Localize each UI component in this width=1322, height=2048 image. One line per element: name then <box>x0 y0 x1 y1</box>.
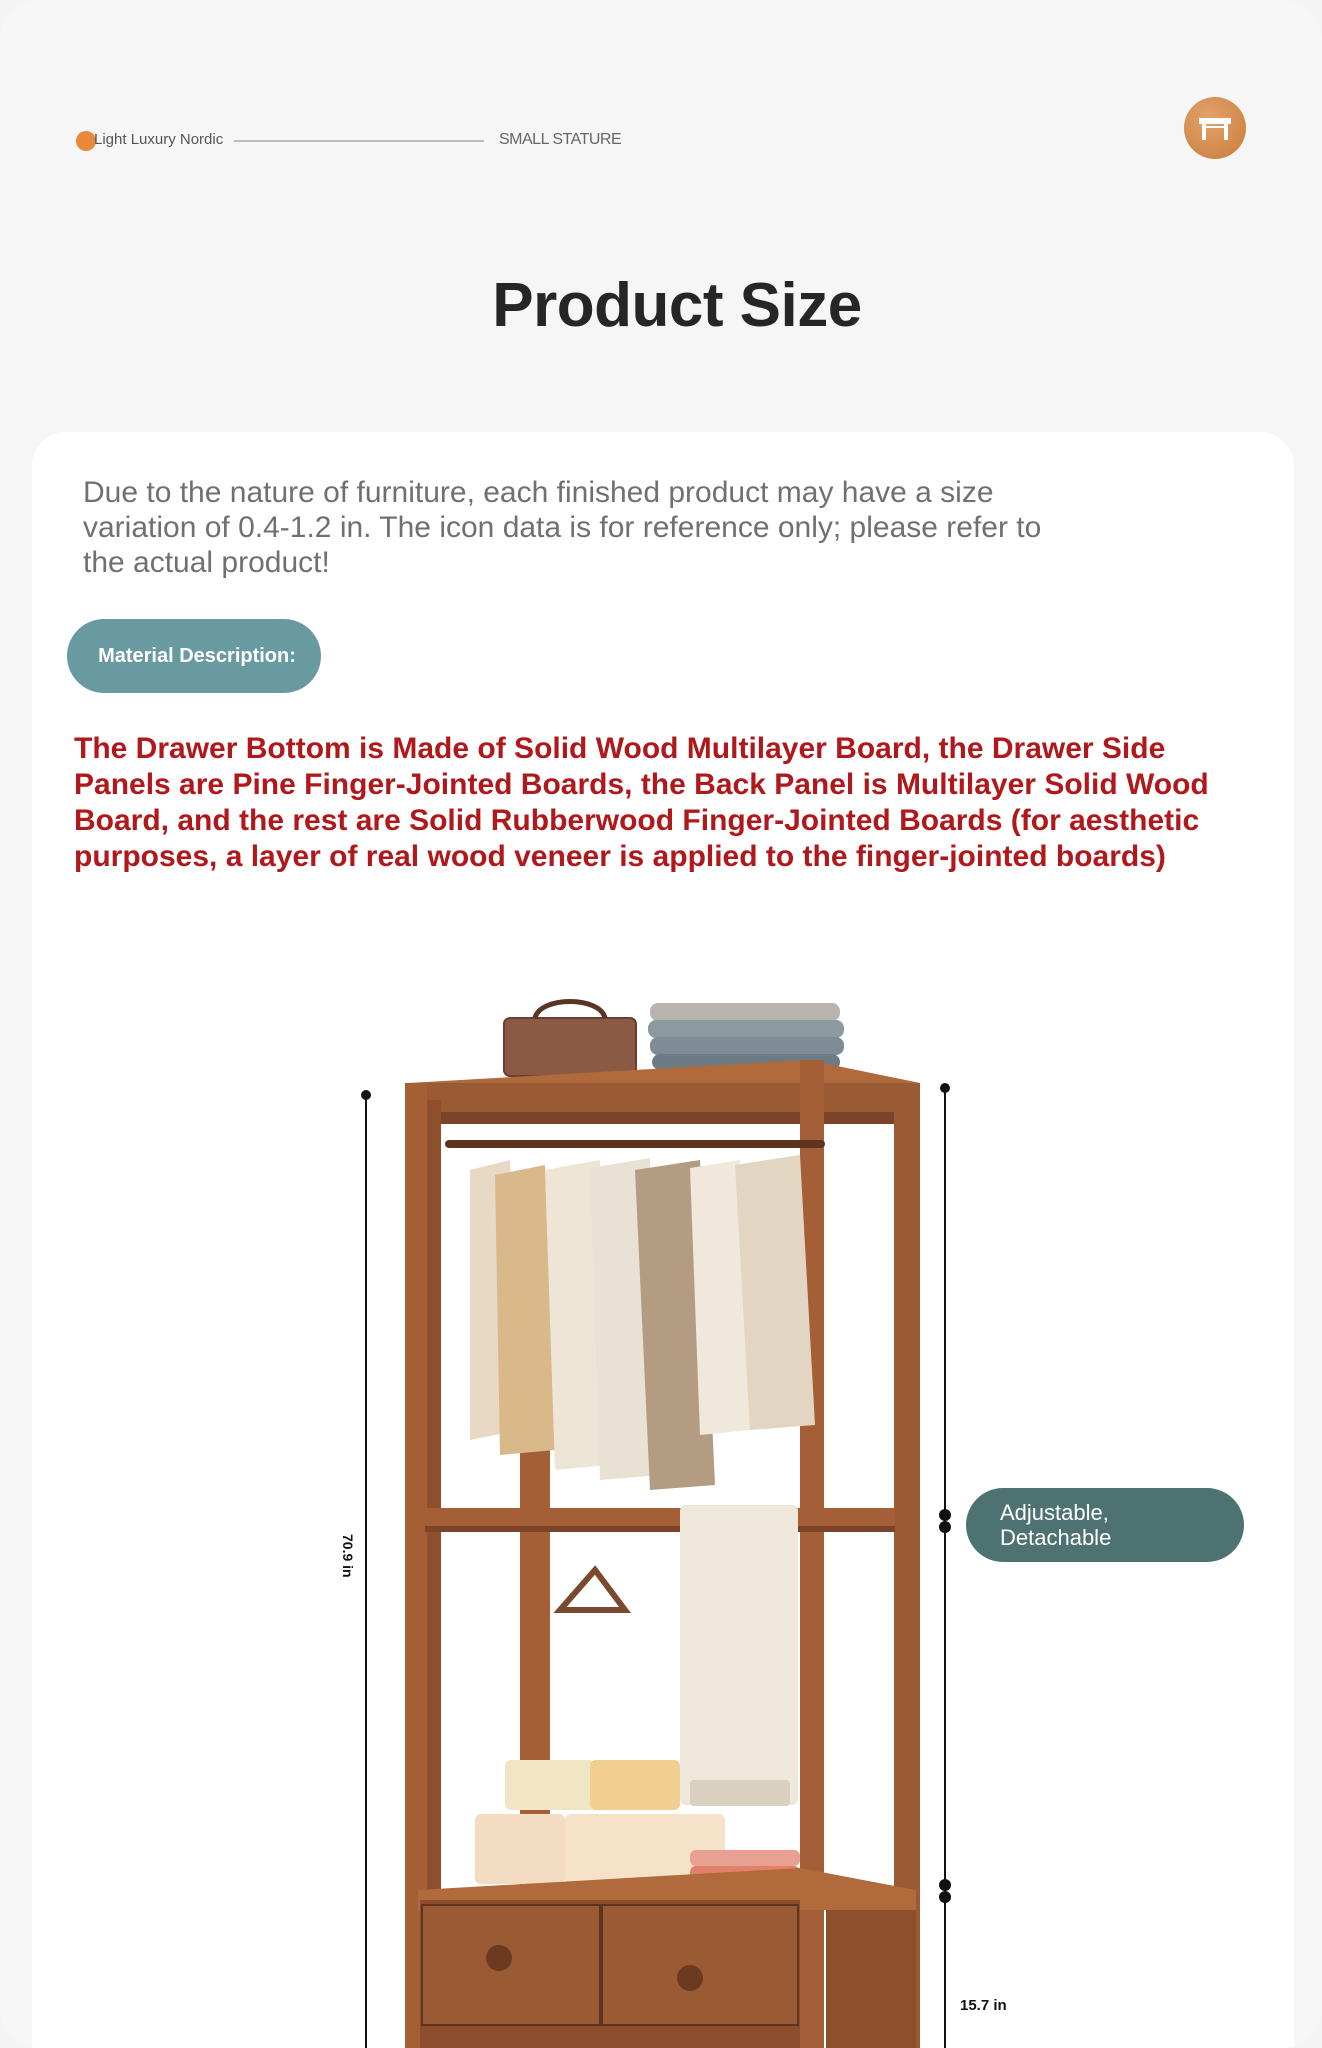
brand-tag: SMALL STATURE <box>499 131 622 148</box>
feature-line-2: Detachable <box>1000 1525 1112 1550</box>
material-description-text: The Drawer Bottom is Made of Solid Wood Multilayer Board, the Drawer Side Panels are Pine Finger-Jointed Boards, the Back Panel is Multilayer Solid Wood Board, and the rest are Solid Rubberwood Finger-Jointed Boards (for aesthetic purposes, a layer of real wood veneer is applied to the finger-jointed boards) <box>74 732 1209 873</box>
brand-name: Light Luxury Nordic <box>94 131 224 148</box>
adjustable-detachable-badge <box>966 1488 1244 1562</box>
size-disclaimer: Due to the nature of furniture, each finished product may have a size variation of 0.4-1.2 in. The icon data is for reference only; please refer to the actual product! <box>83 476 1042 579</box>
height-dimension-label: 70.9 in <box>340 1534 356 1578</box>
material-description-badge: Material Description: <box>67 619 321 693</box>
feature-line-1: Adjustable, <box>1000 1500 1109 1525</box>
page-title: Product Size <box>492 271 862 340</box>
depth-dimension-label: 15.7 in <box>960 1997 1007 2014</box>
